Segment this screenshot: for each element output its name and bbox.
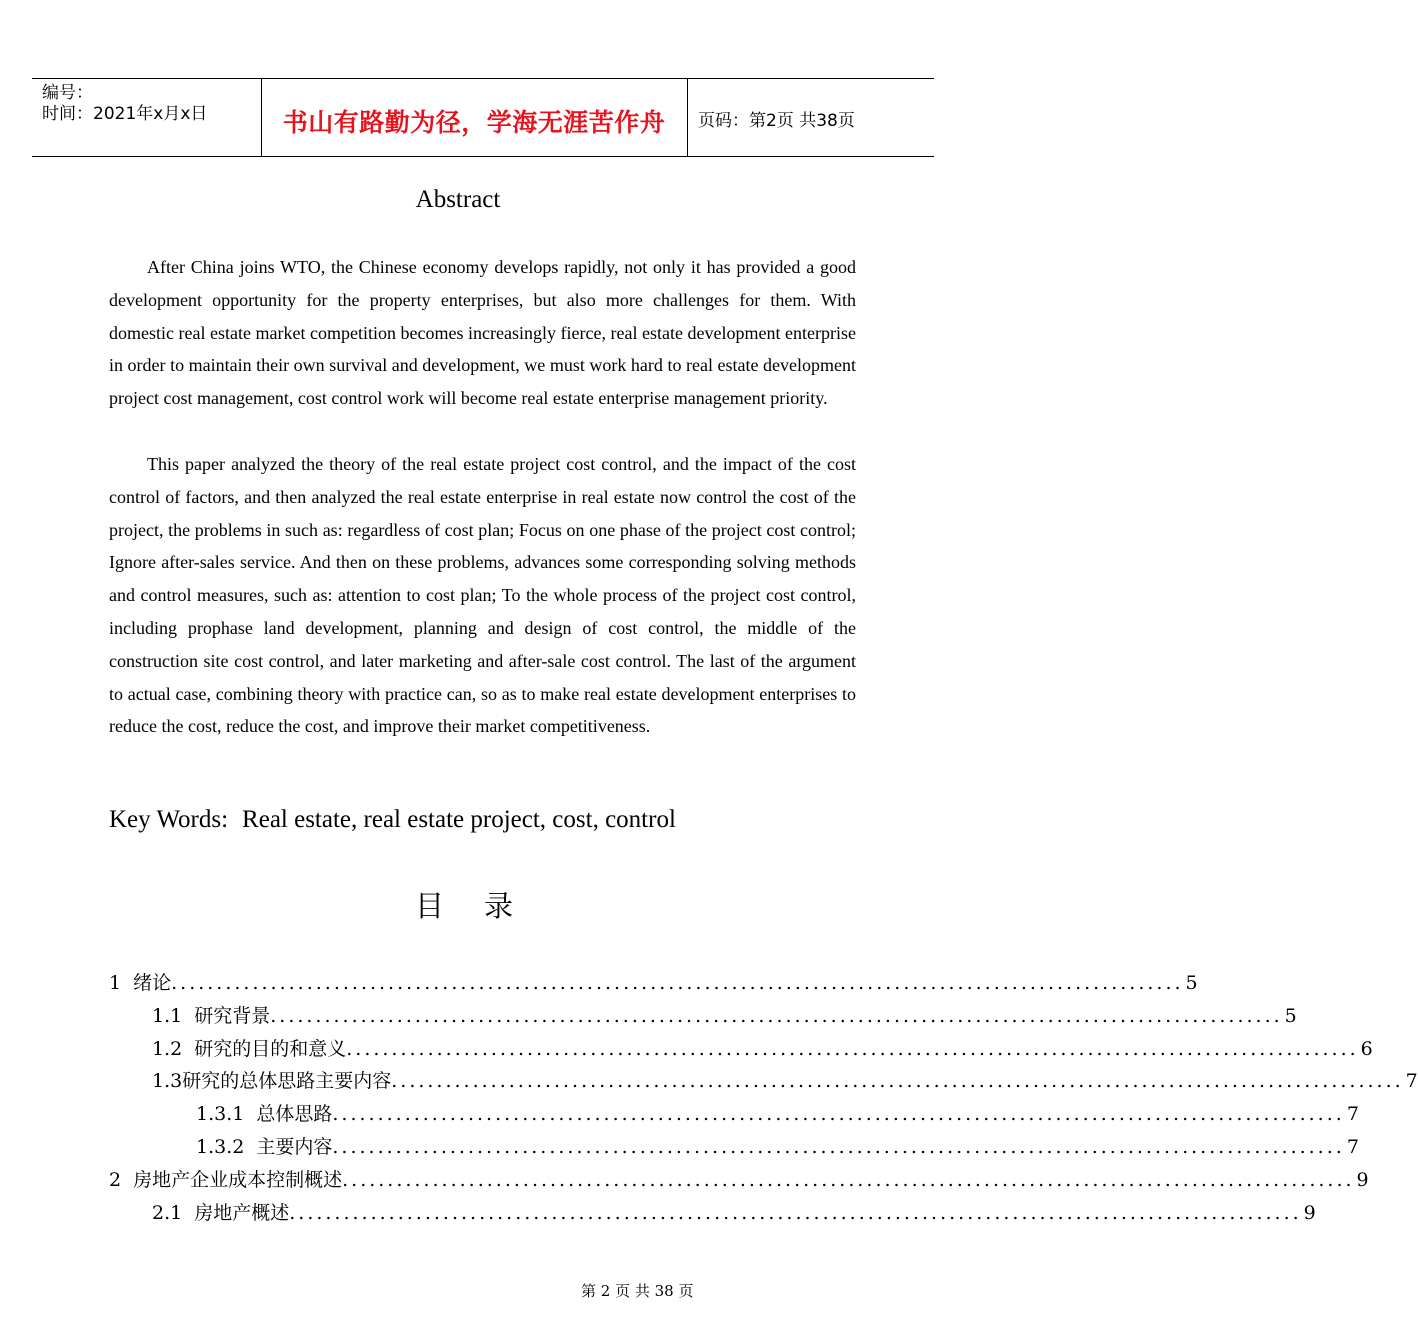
abstract-paragraph-2: This paper analyzed the theory of the real estate project cost control, and the impact of the cost control of factors, and then analyzed the real estate enterprise in real estate now control the cost of the project, the problems in such as: regardless of cost plan; Focus on one phase of the project cost control; Ignore after-sales service. And then on these problems, advances some corresponding solving methods and control measures, such as: attention to cost plan; To the whole process of the project cost control, including prophase land development, planning and design of cost control, the middle of the construction site cost control, and later marketing and after-sale cost control. The last of the argument to actual case, combining theory with practice can, so as to make real estate development enterprises to reduce the cost, reduce the cost, and improve their market competitiveness. xyxy=(109,454,856,737)
table-of-contents xyxy=(109,968,1418,1230)
toc-entry-page: 5 xyxy=(1185,972,1198,994)
document-header xyxy=(32,78,934,157)
toc-entry-number: 2.1 xyxy=(152,1201,183,1224)
toc-leader-dots: ................................................................................................................ xyxy=(346,1037,1359,1060)
toc-entry-number: 1.3.2 xyxy=(196,1135,245,1158)
toc-entry[interactable] xyxy=(109,1001,1297,1034)
keywords-line xyxy=(109,806,676,834)
abstract-paragraph-1: After China joins WTO, the Chinese economy develops rapidly, not only it has provided a good development opportunity for the property enterprises, but also more challenges for them. With domestic real estate market competition becomes increasingly fierce, real estate development enterprise in order to maintain their own survival and development, we must work hard to real estate development project cost management, cost control work will become real estate enterprise management priority. xyxy=(109,257,856,409)
toc-entry[interactable] xyxy=(109,1099,1359,1132)
toc-entry-number: 1.1 xyxy=(152,1004,183,1027)
toc-entry[interactable] xyxy=(109,1198,1316,1231)
toc-leader-dots: ................................................................................................................ xyxy=(332,1103,1345,1126)
toc-entry-title: 房地产概述 xyxy=(194,1201,290,1224)
document-time-label: 时间：2021年x月x日 xyxy=(42,104,208,124)
toc-entry[interactable] xyxy=(109,1132,1359,1165)
toc-entry-title: 绪论 xyxy=(133,972,172,994)
toc-entry-page: 7 xyxy=(1346,1135,1359,1158)
toc-entry-title: 研究背景 xyxy=(194,1004,271,1027)
toc-leader-dots: ................................................................................................................ xyxy=(332,1135,1345,1158)
toc-entry-page: 7 xyxy=(1405,1070,1418,1093)
toc-entry-title: 研究的目的和意义 xyxy=(194,1037,347,1060)
toc-entry[interactable] xyxy=(109,968,1198,1001)
toc-entry-title: 总体思路 xyxy=(256,1103,333,1126)
toc-entry-page: 7 xyxy=(1346,1103,1359,1126)
header-page-cell xyxy=(688,79,934,156)
header-motto-cell xyxy=(261,79,688,156)
toc-leader-dots: ................................................................................................................ xyxy=(171,972,1184,994)
keywords-label: Key Words: xyxy=(109,806,229,833)
toc-entry-number: 1.2 xyxy=(152,1037,183,1060)
keywords-value: Real estate, real estate project, cost, control xyxy=(242,806,676,833)
toc-entry-title: 研究的总体思路主要内容 xyxy=(182,1070,392,1093)
toc-title: 目录 xyxy=(414,889,553,923)
toc-entry-title: 主要内容 xyxy=(256,1135,333,1158)
toc-leader-dots: ................................................................................................................ xyxy=(342,1168,1355,1191)
document-number-label: 编号： xyxy=(42,83,93,103)
toc-entry-number: 1.3 xyxy=(152,1070,183,1093)
page-footer: 第 2 页 共 38 页 xyxy=(581,1282,694,1300)
toc-entry-title: 房地产企业成本控制概述 xyxy=(133,1168,343,1191)
page-info: 页码：第2页 共38页 xyxy=(698,111,855,131)
toc-entry-number: 1 xyxy=(109,972,122,994)
header-meta-cell xyxy=(32,79,262,156)
toc-entry-page: 9 xyxy=(1303,1201,1316,1224)
toc-leader-dots: ................................................................................................................ xyxy=(289,1201,1302,1224)
toc-entry-page: 5 xyxy=(1284,1004,1297,1027)
toc-leader-dots: ................................................................................................................ xyxy=(391,1070,1404,1093)
toc-leader-dots: ................................................................................................................ xyxy=(270,1004,1283,1027)
toc-entry-page: 6 xyxy=(1360,1037,1373,1060)
toc-entry[interactable] xyxy=(109,1066,1418,1099)
toc-entry-number: 1.3.1 xyxy=(196,1103,245,1126)
toc-entry-number: 2 xyxy=(109,1168,122,1191)
abstract-title: Abstract xyxy=(415,186,501,213)
toc-entry[interactable] xyxy=(109,1165,1369,1198)
toc-entry[interactable] xyxy=(109,1034,1373,1067)
toc-entry-page: 9 xyxy=(1356,1168,1369,1191)
motto-text: 书山有路勤为径，学海无涯苦作舟 xyxy=(282,108,666,137)
